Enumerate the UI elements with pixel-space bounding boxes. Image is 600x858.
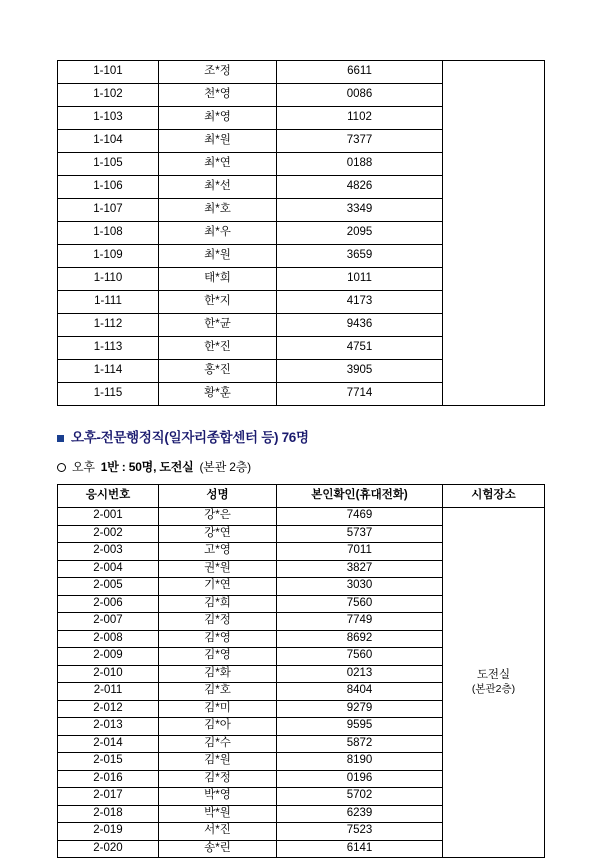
cell-phone: 4173 bbox=[277, 291, 443, 314]
cell-name: 김*정 bbox=[159, 613, 277, 631]
cell-name: 송*린 bbox=[159, 840, 277, 858]
cell-phone: 4751 bbox=[277, 337, 443, 360]
cell-exam-number: 1-110 bbox=[58, 268, 159, 291]
cell-exam-number: 1-112 bbox=[58, 314, 159, 337]
cell-name: 최*호 bbox=[159, 199, 277, 222]
cell-exam-number: 2-005 bbox=[58, 578, 159, 596]
column-header-name: 성명 bbox=[159, 484, 277, 508]
cell-phone: 1011 bbox=[277, 268, 443, 291]
cell-exam-number: 2-006 bbox=[58, 595, 159, 613]
cell-phone: 3905 bbox=[277, 360, 443, 383]
cell-name: 천*영 bbox=[159, 84, 277, 107]
cell-name: 강*연 bbox=[159, 525, 277, 543]
cell-exam-number: 2-015 bbox=[58, 753, 159, 771]
cell-name: 김*호 bbox=[159, 683, 277, 701]
cell-phone: 9595 bbox=[277, 718, 443, 736]
cell-exam-number: 2-014 bbox=[58, 735, 159, 753]
cell-phone: 7560 bbox=[277, 595, 443, 613]
cell-phone: 3030 bbox=[277, 578, 443, 596]
continued-roster-table bbox=[57, 60, 545, 406]
room-label: 도전실 bbox=[476, 669, 511, 682]
cell-exam-number: 1-106 bbox=[58, 176, 159, 199]
cell-phone: 5737 bbox=[277, 525, 443, 543]
cell-name: 김*원 bbox=[159, 753, 277, 771]
cell-name: 김*미 bbox=[159, 700, 277, 718]
cell-name: 최*선 bbox=[159, 176, 277, 199]
cell-room-merged bbox=[443, 61, 545, 406]
cell-phone: 7011 bbox=[277, 543, 443, 561]
cell-phone: 7523 bbox=[277, 823, 443, 841]
cell-phone: 4826 bbox=[277, 176, 443, 199]
cell-phone: 8404 bbox=[277, 683, 443, 701]
sub-heading bbox=[57, 460, 543, 474]
cell-phone: 5872 bbox=[277, 735, 443, 753]
cell-phone: 8190 bbox=[277, 753, 443, 771]
cell-exam-number: 1-113 bbox=[58, 337, 159, 360]
section-heading bbox=[57, 430, 543, 446]
cell-exam-number: 2-011 bbox=[58, 683, 159, 701]
table-header bbox=[58, 484, 545, 508]
column-header-room: 시험장소 bbox=[443, 484, 545, 508]
cell-name: 한*진 bbox=[159, 337, 277, 360]
cell-name: 조*정 bbox=[159, 61, 277, 84]
cell-name: 김*아 bbox=[159, 718, 277, 736]
cell-room-merged bbox=[443, 508, 545, 858]
cell-exam-number: 2-020 bbox=[58, 840, 159, 858]
cell-exam-number: 1-105 bbox=[58, 153, 159, 176]
cell-exam-number: 1-107 bbox=[58, 199, 159, 222]
column-header-phone: 본인확인(휴대전화) bbox=[277, 484, 443, 508]
cell-name: 기*연 bbox=[159, 578, 277, 596]
cell-exam-number: 1-101 bbox=[58, 61, 159, 84]
cell-name: 김*정 bbox=[159, 770, 277, 788]
cell-exam-number: 1-111 bbox=[58, 291, 159, 314]
cell-name: 김*영 bbox=[159, 630, 277, 648]
cell-phone: 2095 bbox=[277, 222, 443, 245]
cell-name: 황*훈 bbox=[159, 383, 277, 406]
circle-bullet-icon bbox=[57, 463, 66, 472]
cell-name: 김*수 bbox=[159, 735, 277, 753]
cell-exam-number: 2-017 bbox=[58, 788, 159, 806]
cell-name: 고*영 bbox=[159, 543, 277, 561]
column-header-exam-number: 응시번호 bbox=[58, 484, 159, 508]
table-row bbox=[58, 61, 545, 84]
cell-name: 김*희 bbox=[159, 595, 277, 613]
afternoon-roster-table bbox=[57, 484, 545, 858]
cell-name: 서*진 bbox=[159, 823, 277, 841]
cell-phone: 5702 bbox=[277, 788, 443, 806]
cell-name: 김*화 bbox=[159, 665, 277, 683]
cell-exam-number: 2-018 bbox=[58, 805, 159, 823]
cell-name: 최*영 bbox=[159, 107, 277, 130]
cell-name: 강*은 bbox=[159, 508, 277, 526]
cell-phone: 9436 bbox=[277, 314, 443, 337]
cell-name: 권*원 bbox=[159, 560, 277, 578]
cell-phone: 7714 bbox=[277, 383, 443, 406]
cell-exam-number: 1-115 bbox=[58, 383, 159, 406]
cell-exam-number: 2-007 bbox=[58, 613, 159, 631]
cell-name: 홍*진 bbox=[159, 360, 277, 383]
cell-phone: 7469 bbox=[277, 508, 443, 526]
cell-exam-number: 2-013 bbox=[58, 718, 159, 736]
cell-exam-number: 2-001 bbox=[58, 508, 159, 526]
cell-exam-number: 1-103 bbox=[58, 107, 159, 130]
cell-name: 박*영 bbox=[159, 788, 277, 806]
cell-name: 박*원 bbox=[159, 805, 277, 823]
cell-name: 태*희 bbox=[159, 268, 277, 291]
room-sub-label: (본관2층) bbox=[471, 682, 516, 695]
cell-exam-number: 1-108 bbox=[58, 222, 159, 245]
cell-phone: 3827 bbox=[277, 560, 443, 578]
table-header-row bbox=[58, 484, 545, 508]
cell-name: 한*균 bbox=[159, 314, 277, 337]
cell-name: 최*연 bbox=[159, 153, 277, 176]
cell-name: 최*원 bbox=[159, 130, 277, 153]
cell-exam-number: 2-004 bbox=[58, 560, 159, 578]
cell-phone: 0213 bbox=[277, 665, 443, 683]
cell-phone: 1102 bbox=[277, 107, 443, 130]
sub-heading-prefix: 오후 bbox=[72, 460, 95, 475]
cell-name: 김*영 bbox=[159, 648, 277, 666]
cell-phone: 9279 bbox=[277, 700, 443, 718]
cell-phone: 0086 bbox=[277, 84, 443, 107]
cell-name: 최*우 bbox=[159, 222, 277, 245]
cell-exam-number: 1-109 bbox=[58, 245, 159, 268]
cell-phone: 7377 bbox=[277, 130, 443, 153]
cell-exam-number: 2-010 bbox=[58, 665, 159, 683]
cell-phone: 0188 bbox=[277, 153, 443, 176]
square-bullet-icon bbox=[57, 435, 64, 442]
cell-phone: 6611 bbox=[277, 61, 443, 84]
cell-phone: 6141 bbox=[277, 840, 443, 858]
cell-name: 한*지 bbox=[159, 291, 277, 314]
cell-exam-number: 2-009 bbox=[58, 648, 159, 666]
cell-phone: 3349 bbox=[277, 199, 443, 222]
cell-exam-number: 1-102 bbox=[58, 84, 159, 107]
cell-phone: 8692 bbox=[277, 630, 443, 648]
cell-phone: 7560 bbox=[277, 648, 443, 666]
cell-exam-number: 2-016 bbox=[58, 770, 159, 788]
cell-exam-number: 2-008 bbox=[58, 630, 159, 648]
cell-name: 최*원 bbox=[159, 245, 277, 268]
continued-table-body bbox=[58, 61, 545, 406]
cell-phone: 7749 bbox=[277, 613, 443, 631]
sub-heading-bold: 1반 : 50명, 도전실 bbox=[100, 460, 194, 475]
table-row bbox=[58, 508, 545, 526]
cell-exam-number: 1-114 bbox=[58, 360, 159, 383]
cell-phone: 3659 bbox=[277, 245, 443, 268]
cell-exam-number: 2-002 bbox=[58, 525, 159, 543]
cell-phone: 0196 bbox=[277, 770, 443, 788]
cell-exam-number: 2-012 bbox=[58, 700, 159, 718]
sub-heading-suffix: (본관 2층) bbox=[199, 460, 251, 475]
cell-exam-number: 2-019 bbox=[58, 823, 159, 841]
afternoon-table-body bbox=[58, 508, 545, 858]
cell-phone: 6239 bbox=[277, 805, 443, 823]
section-heading-text: 오후-전문행정직(일자리종합센터 등) 76명 bbox=[71, 430, 309, 445]
cell-exam-number: 1-104 bbox=[58, 130, 159, 153]
cell-exam-number: 2-003 bbox=[58, 543, 159, 561]
